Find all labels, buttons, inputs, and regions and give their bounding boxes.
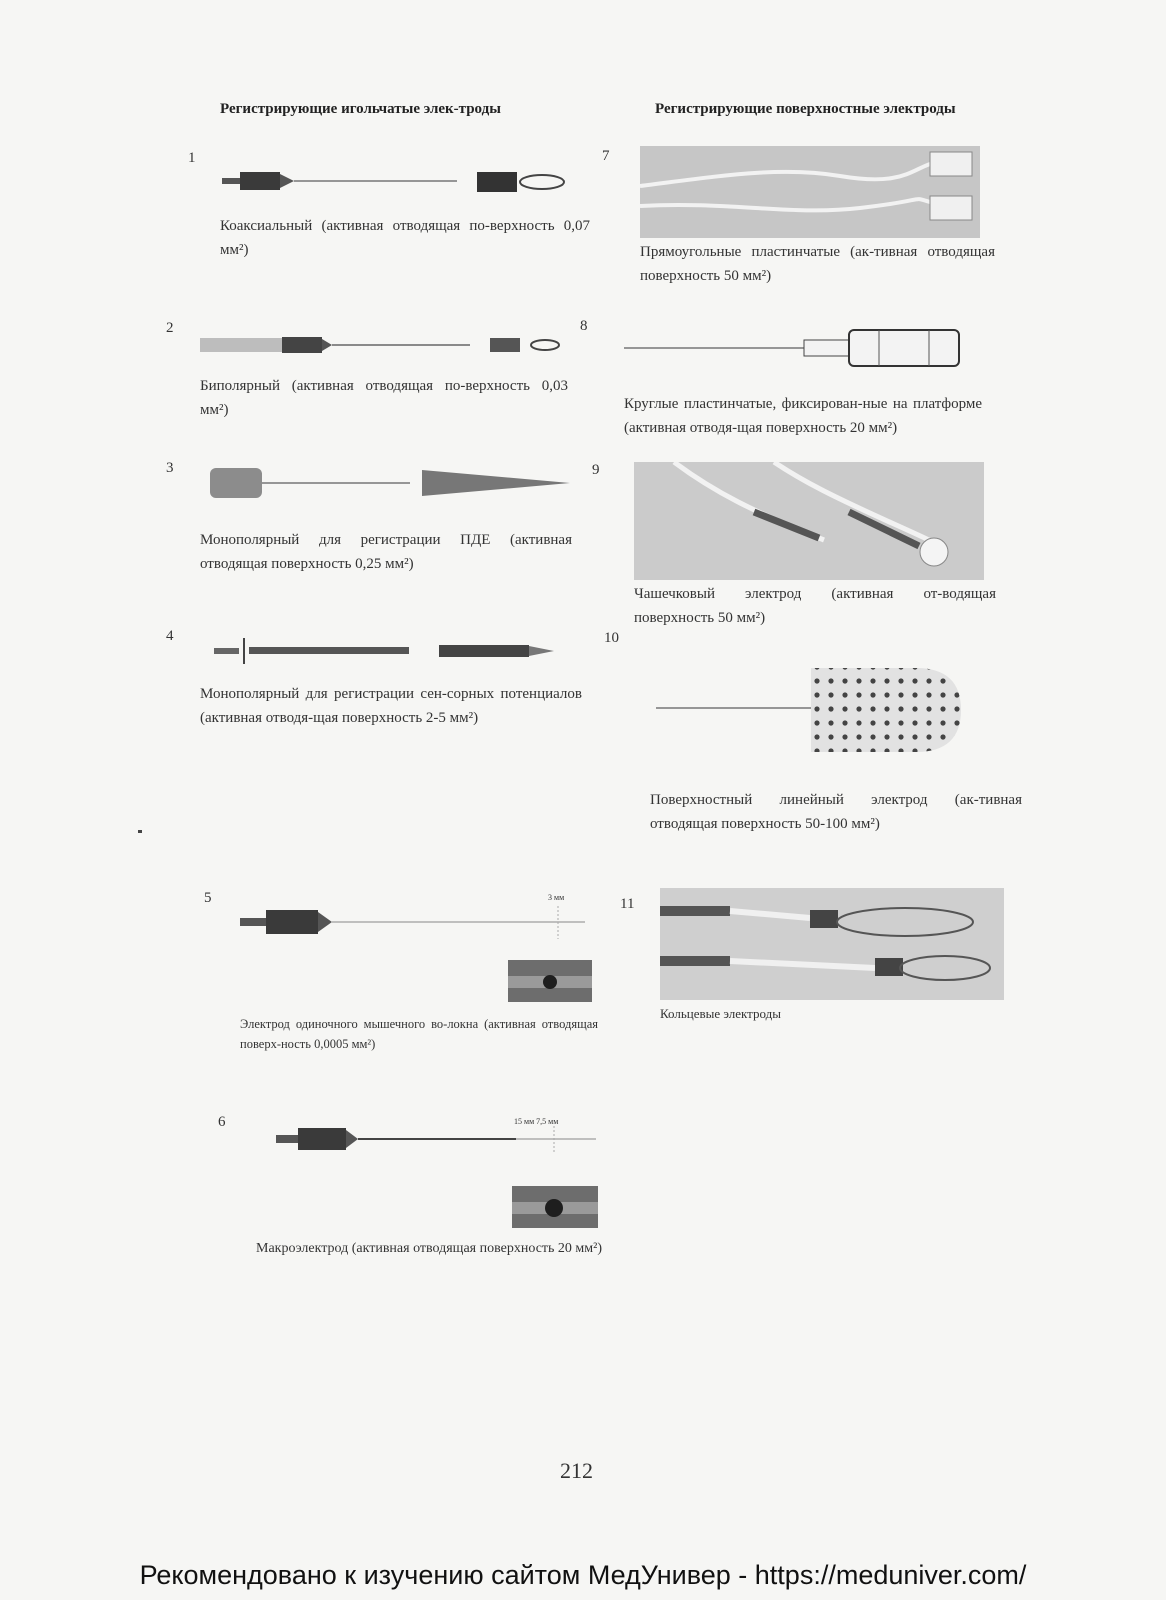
- item-caption-6: Макроэлектрод (активная отводящая поверхность 20 мм²): [256, 1241, 602, 1256]
- ring-electrodes-image: [660, 888, 1004, 1000]
- item-number-1: 1: [188, 150, 196, 166]
- rectangular-plate-electrode-image: [640, 146, 980, 238]
- page-number: 212: [560, 1458, 593, 1483]
- item-caption-9: Чашечковый электрод (активная от-водящая поверхность 50 мм²): [634, 586, 996, 626]
- item-number-7: 7: [602, 148, 610, 164]
- item-number-11: 11: [620, 896, 635, 912]
- site-footer: Рекомендовано к изучению сайтом МедУнивер - https://meduniver.com/: [139, 1560, 1027, 1590]
- scale-label-6: 15 мм 7,5 мм: [514, 1117, 559, 1126]
- left-column-header: Регистрирующие игольчатые элек-троды: [220, 101, 501, 117]
- item-caption-1: Коаксиальный (активная отводящая по-верхность 0,07 мм²): [220, 218, 590, 258]
- item-caption-10: Поверхностный линейный электрод (ак-тивная отводящая поверхность 50-100 мм²): [650, 792, 1022, 832]
- item-caption-2: Биполярный (активная отводящая по-верхность 0,03 мм²): [200, 378, 568, 418]
- round-plate-electrode-image: [624, 326, 964, 370]
- single-fiber-electrode-image: [240, 904, 595, 944]
- linear-surface-electrode-image: [656, 660, 966, 760]
- item-number-8: 8: [580, 318, 588, 334]
- item-number-10: 10: [604, 630, 619, 646]
- single-fiber-tip-detail-image: [508, 960, 592, 1002]
- item-caption-8: Круглые пластинчатые, фиксирован-ные на платформе (активная отводя-щая поверхность 20 мм²): [624, 396, 982, 436]
- item-number-6: 6: [218, 1114, 226, 1130]
- bipolar-electrode-image: [200, 330, 570, 360]
- item-number-3: 3: [166, 460, 174, 476]
- stray-mark: [138, 830, 142, 833]
- item-number-9: 9: [592, 462, 600, 478]
- item-number-4: 4: [166, 628, 174, 644]
- scale-label-5: 3 мм: [548, 893, 565, 902]
- monopolar-mup-electrode-image: [210, 464, 570, 502]
- item-caption-11: Кольцевые электроды: [660, 1006, 781, 1021]
- item-caption-4: Монополярный для регистрации сен-сорных потенциалов (активная отводя-щая поверхность 2-5 мм²): [200, 686, 582, 726]
- item-caption-5: Электрод одиночного мышечного во-локна (активная отводящая поверх-ность 0,0005 мм²): [240, 1017, 598, 1051]
- cup-electrode-image: [634, 462, 984, 580]
- right-column-header: Регистрирующие поверхностные электроды: [655, 101, 956, 117]
- coaxial-electrode-image: [222, 164, 572, 200]
- item-number-5: 5: [204, 890, 212, 906]
- monopolar-sensory-electrode-image: [214, 636, 559, 666]
- item-number-2: 2: [166, 320, 174, 336]
- item-caption-7: Прямоугольные пластинчатые (ак-тивная отводящая поверхность 50 мм²): [640, 244, 995, 284]
- item-caption-3: Монополярный для регистрации ПДЕ (активная отводящая поверхность 0,25 мм²): [200, 532, 572, 572]
- macro-electrode-tip-detail-image: [512, 1186, 598, 1228]
